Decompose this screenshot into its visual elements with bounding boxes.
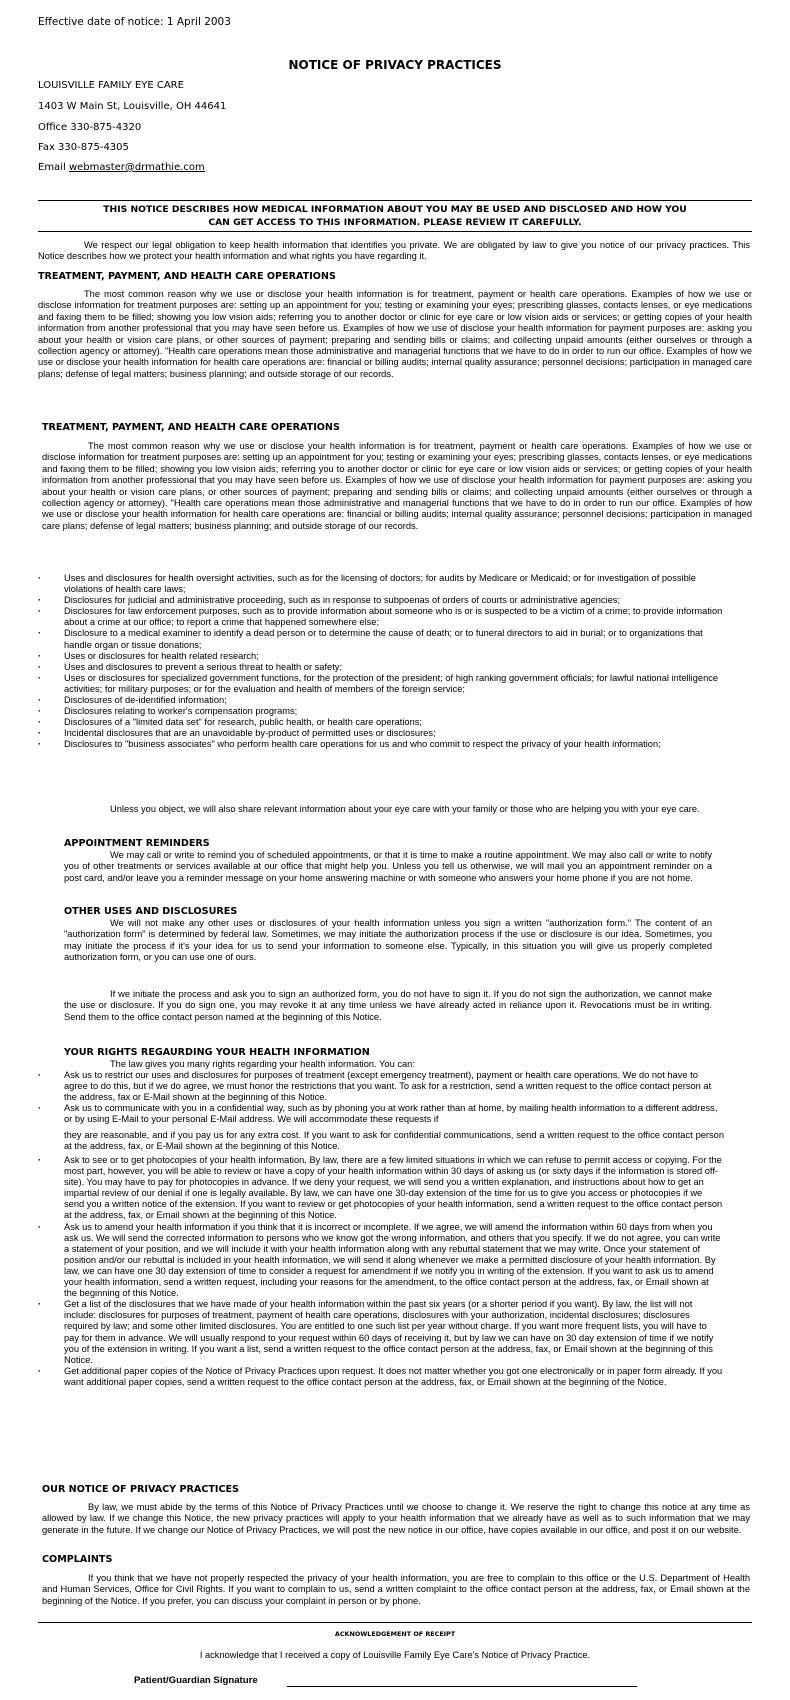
list-item: · Disclosures for law enforcement purposes, such as to provide information about someone who is or is suspected to be a victim of a crime; to provide information about a crime at our office; to report a crime that happened somewhere else; xyxy=(38,606,724,628)
signature-label: Patient/Guardian Signature xyxy=(134,1675,258,1686)
list-item: · Get a list of the disclosures that we have made of your health information within the past six years (or a shorter period if you want). By law, the list will not include: disclosures for purposes of treatment, payment of health care operations, disclosures with your authorization, incidental disclosures; disclosures required by law; and some other limited disclosures. You are entitled to one such list per year without charge. If you want more frequent lists, you will have to pay for them in advance. We will usually respond to your request within 60 days of receiving it, but by law we can have on 30 day extension of time if we notify you of the extension in writing. If you want a list, send a written request to the office contact person at the address, fax, or Email shown at the beginning of this Notice. xyxy=(38,1299,724,1366)
list-item: · Get additional paper copies of the Notice of Privacy Practices upon request. It does not matter whether you got one electronically or in paper form already. If you want additional paper copies, send a written request to the office contact person at the address, fax, or Email shown at the beginning of the Notice. xyxy=(38,1366,724,1388)
list-item: · Disclosures for judicial and administrative proceeding, such as in response to subpoenas of orders of courts or administrative agencies; xyxy=(38,595,724,606)
list-item: · Uses and disclosures to prevent a serious threat to health or safety; xyxy=(38,662,724,673)
appointment-section xyxy=(64,850,712,884)
rights-list-a xyxy=(38,1070,724,1125)
tpo-section-1 xyxy=(38,289,752,380)
rights-heading: YOUR RIGHTS REGAURDING YOUR HEALTH INFORMATION xyxy=(64,1047,370,1058)
other-uses-section xyxy=(64,918,712,964)
list-item: · Uses and disclosures for health oversight activities, such as for the licensing of doctors; for audits by Medicare or Medicaid; or for investigation of possible violations of health care laws; xyxy=(38,573,724,595)
signature-line[interactable] xyxy=(287,1686,637,1687)
complaints-section xyxy=(42,1573,750,1607)
list-item: · Incidental disclosures that are an unavoidable by-product of permitted uses or disclosures; xyxy=(38,728,724,739)
tpo-heading-2: TREATMENT, PAYMENT, AND HEALTH CARE OPERATIONS xyxy=(42,422,340,433)
other-uses-body-2: If we initiate the process and ask you to sign an authorized form, you do not have to sign it. If you do not sign the authorization, we cannot make the use or disclosure. If you do sign one, you may revoke it at any time unless we have already acted in reliance upon it. Revocations must be in writing. Send them to the office contact person named at the beginning of this Notice. xyxy=(64,989,712,1022)
acknowledgement-statement xyxy=(0,1650,790,1661)
email-line xyxy=(38,162,205,173)
family-note-text: Unless you object, we will also share relevant information about your eye care with your family or those who are helping you with your eye care. xyxy=(110,804,700,814)
divider xyxy=(38,1622,752,1623)
effective-date: Effective date of notice: 1 April 2003 xyxy=(38,16,231,28)
list-item: · Uses or disclosures for health related research; xyxy=(38,651,724,662)
our-notice-body: By law, we must abide by the terms of this Notice of Privacy Practices until we choose to change it. We reserve the right to change this notice at any time as allowed by law. If we change this Notice, the new privacy practices will apply to your health information that we already have as well as to such information that we may generate in the future. If we change our Notice of Privacy Practices, we will post the new notice in our office, have copies available in our office, and post it on our website. xyxy=(42,1502,750,1535)
office-phone: Office 330-875-4320 xyxy=(38,122,142,133)
complaints-heading: COMPLAINTS xyxy=(42,1554,113,1565)
list-item: · Uses or disclosures for specialized government functions, for the protection of the president; of high ranking government officials; for lawful national intelligence activities; for military purposes; or for the evaluation and health of members of the foreign service; xyxy=(38,673,724,695)
notice-banner-line-2: CAN GET ACCESS TO THIS INFORMATION. PLEASE REVIEW IT CAREFULLY. xyxy=(208,217,582,228)
practice-name: LOUISVILLE FAMILY EYE CARE xyxy=(38,80,184,91)
email-link[interactable]: webmaster@drmathie.com xyxy=(68,162,205,173)
tpo-body-1: The most common reason why we use or disclose your health information is for treatment, payment or health care operations. Examples of how we use or disclose information for treatment purposes are: setting up an appointment for you; testing or examining your eyes; prescribing glasses, contacts lenses, or eye medications and faxing them to be filled; showing you low vision aids; referring you to another doctor or clinic for eye care or low vision aids or services; or getting copies of your health information from another professional that you may have seen before us. Examples of how we use of disclose your health information for payment purposes are: asking you about your health or vision care plans, or other sources of payment; preparing and sending bills or claims; and collecting unpaid amounts (either ourselves or through a collection agency or attorney). "Health care operations mean those administrative and managerial functions that we have to do in order to run our office. Examples of how we use or disclose your health information for health care operations are: financial or billing audits; internal quality assurance; personnel decisions; participation in managed care plans; defense of legal matters; business planning; and outside storage of our records. xyxy=(38,289,752,379)
list-item: · Disclosures to "business associates" who perform health care operations for us and who commit to respect the privacy of your health information; xyxy=(38,739,724,750)
list-item: · Disclosures of de-identified information; xyxy=(38,695,724,706)
tpo-section-2 xyxy=(42,441,752,532)
other-uses-body-1: We will not make any other uses or disclosures of your health information unless you sign a written "authorization form." The content of an "authorization form" is determined by federal law. Sometimes, we may initiate the authorization process if the use or disclosure is our idea. Sometimes, you may initiate the process if it's your idea for us to send your information to someone else. Typically, in this situation you will give us properly completed authorization form, or you can use one of ours. xyxy=(64,918,712,963)
rights-continuation-text: they are reasonable, and if you pay us for any extra cost. If you want to ask for confidential communications, send a written request to the office contact person at the address, fax, or E-Mail shown at the beginning of this Notice. xyxy=(64,1130,724,1152)
family-note xyxy=(64,804,712,815)
intro-text: We respect our legal obligation to keep health information that identifies you private. We are obligated by law to give you notice of our privacy practices. This Notice describes how we protect your health information and what rights you have regarding it. xyxy=(38,240,750,262)
acknowledgement-heading: ACKNOWLEDGEMENT OF RECEIPT xyxy=(334,1630,456,1638)
list-item: · Ask us to amend your health information if you think that it is incorrect or incomplete. If we agree, we will amend the information within 60 days from when you ask us. We will send the corrected information to persons who we know got the wrong information, and others that you specify. If we do not agree, you can write a statement of your position, and we will include it with your health information along with any rebuttal statement that we may write. Once your statement of position and/or our rebuttal is included in your health information, we will send it along whenever we make a permitted disclosure of your health information. By law, we can have one 30 day extension of time to consider a request for amendment if we notify you in writing of the extension. If you want to ask us to amend your health information, send a written request, including your reasons for the amendment, to the office contact person at the address, fax, or Email shown at the beginning of this Notice. xyxy=(38,1222,724,1300)
fax-number: Fax 330-875-4305 xyxy=(38,142,129,153)
appointment-body: We may call or write to remind you of scheduled appointments, or that it is time to make a routine appointment. We may also call or write to notify you of other treatments or services available at our office that might help you. Unless you tell us otherwise, we will mail you an appointment reminder on a post card, and/or leave you a reminder message on your home answering machine or with someone who answers your home phone if you are not home. xyxy=(64,850,712,883)
rights-intro-text: The law gives you many rights regarding your health information. You can: xyxy=(110,1059,415,1069)
acknowledgement-text: I acknowledge that I received a copy of Louisville Family Eye Care's Notice of Privacy Practice. xyxy=(199,1650,591,1660)
list-item: · Ask us to communicate with you in a confidential way, such as by phoning you at work rather than at home, by mailing health information to a different address, or by using E-Mail to your personal E-Mail address. We will accommodate these requests if xyxy=(38,1103,724,1125)
list-item: · Disclosure to a medical examiner to identify a dead person or to determine the cause of death; or to funeral directors to aid in burial; or to organizations that handle organ or tissue donations; xyxy=(38,628,724,650)
list-item: · Disclosures relating to worker's compensation programs; xyxy=(38,706,724,717)
list-item: · Disclosures of a "limited data set" for research, public health, or health care operations; xyxy=(38,717,724,728)
our-notice-heading: OUR NOTICE OF PRIVACY PRACTICES xyxy=(42,1484,239,1495)
tpo-heading-1: TREATMENT, PAYMENT, AND HEALTH CARE OPERATIONS xyxy=(38,271,336,282)
appointment-heading: APPOINTMENT REMINDERS xyxy=(64,838,210,849)
practice-address: 1403 W Main St, Louisville, OH 44641 xyxy=(38,101,227,112)
intro-paragraph xyxy=(38,240,750,263)
rights-list-b xyxy=(38,1155,724,1388)
list-item: · Ask to see or to get photocopies of your health information. By law, there are a few limited situations in which we can refuse to permit access or copying. For the most part, however, you will be able to review or have a copy of your health information within 30 days of asking us (or sixty days if the information is stored off-site). You may have to pay for photocopies in advance. If we deny your request, we will send you a written explanation, and instructions about how to get an impartial review of our denial if one is legally available. By law, we can have one 30-day extension of the time for us to give you access or photocopies if we send you a written notice of the extension. If you want to review or get photocopies of your health information, send a written request to the office contact person at the address, fax, or Email shown at the beginning of this Notice. xyxy=(38,1155,724,1222)
email-label: Email xyxy=(38,162,69,173)
complaints-body: If you think that we have not properly respected the privacy of your health information, you are free to complain to this office or the U.S. Department of Health and Human Services, Office for Civil Rights. If you want to complain to us, send a written complaint to the office contact person at the address, fax, or Email shown at the beginning of the Notice. If you prefer, you can discuss your complaint in person or by phone. xyxy=(42,1573,750,1606)
notice-banner-line-1: THIS NOTICE DESCRIBES HOW MEDICAL INFORMATION ABOUT YOU MAY BE USED AND DISCLOSED AND HOW YOU xyxy=(103,204,687,215)
list-item: · Ask us to restrict our uses and disclosures for purposes of treatment (except emergency treatment), payment or health care operations. We do not have to agree to do this, but if we do agree, we must honor the restrictions that you want. To ask for a restriction, send a written request to the office contact person at the address, fax or E-Mail shown at the beginning of this Notice. xyxy=(38,1070,724,1103)
rights-continuation xyxy=(64,1130,724,1153)
disclosure-list xyxy=(38,573,724,751)
rights-intro xyxy=(64,1059,712,1070)
page-title: NOTICE OF PRIVACY PRACTICES xyxy=(288,58,502,72)
our-notice-section xyxy=(42,1502,750,1536)
other-uses-heading: OTHER USES AND DISCLOSURES xyxy=(64,906,238,917)
notice-banner xyxy=(38,200,752,232)
other-uses-section-2 xyxy=(64,989,712,1023)
tpo-body-2: The most common reason why we use or disclose your health information is for treatment, payment or health care operations. Examples of how we use or disclose information for treatment purposes are: setting up an appointment for you; testing or examining your eyes; prescribing glasses, contacts lenses, or eye medications and faxing them to be filled; showing you low vision aids; referring you to another doctor or clinic for eye care or low vision aids or services; or getting copies of your health information from another professional that you may have seen before us. Examples of how we use of disclose your health information for payment purposes are: asking you about your health or vision care plans, or other sources of payment; preparing and sending bills or claims; and collecting unpaid amounts (either ourselves or through a collection agency or attorney). "Health care operations mean those administrative and managerial functions that we have to do in order to run our office. Examples of how we use or disclose your health information for health care operations are: financial or billing audits; internal quality assurance; personnel decisions; participation in managed care plans; defense of legal matters; business planning; and outside storage of our records. xyxy=(42,441,752,531)
